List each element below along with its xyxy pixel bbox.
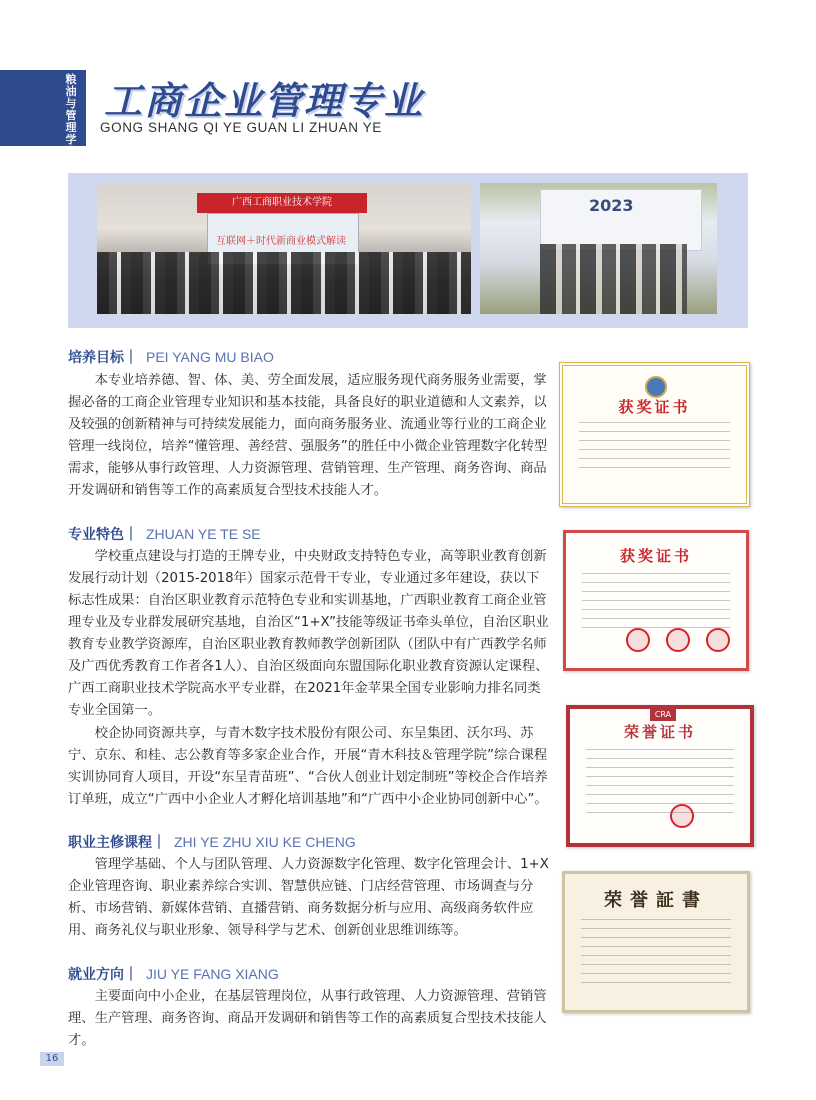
photo-banner: 广西工商职业技术学院 <box>197 193 367 213</box>
section-title-cn: 就业方向 <box>68 967 124 983</box>
section-paragraph: 管理学基础、个人与团队管理、人力资源数字化管理、数字化管理会计、1+X企业管理咨询、职业素养综合实训、智慧供应链、门店经营管理、市场调查与分析、市场营销、新媒体营销、直播营销、商务数据分析与应用、高级商务软件应用、商务礼仪与职业形象、领导科学与艺术、创新创业思维训练等。 <box>68 857 549 938</box>
award-certificate-1 <box>559 362 750 507</box>
seal-stamp-icon <box>670 804 694 828</box>
section-title-en: ZHUAN YE TE SE <box>146 526 261 542</box>
certificate-text-lines <box>581 919 731 989</box>
honor-certificate-1 <box>566 705 754 847</box>
photo-screen-text: 互联网＋时代新商业模式解读 <box>216 236 346 247</box>
certificate-text-lines <box>586 749 734 819</box>
section-title-en: ZHI YE ZHU XIU KE CHENG <box>174 834 356 850</box>
award-certificate-2 <box>563 530 749 671</box>
certificate-title: 荣誉証書 <box>604 890 708 911</box>
section-title-cn: 职业主修课程 <box>68 835 152 851</box>
section-heading-employment: 就业方向｜ JIU YE FANG XIANG <box>68 966 279 983</box>
section-title-en: JIU YE FANG XIANG <box>146 966 279 982</box>
certificate-title: 获奖证书 <box>618 398 691 416</box>
section-paragraph: 主要面向中小企业，在基层管理岗位，从事行政管理、人力资源管理、营销管理、生产管理、商务咨询、商品开发调研和销售等工作的高素质复合型技术技能人才。 <box>68 989 547 1048</box>
seal-stamp-icon <box>706 628 730 652</box>
certificate-title: 获奖证书 <box>619 547 692 565</box>
certificate-title: 荣誉证书 <box>623 723 696 741</box>
section-title-en: PEI YANG MU BIAO <box>146 349 274 365</box>
section-heading-courses: 职业主修课程｜ ZHI YE ZHU XIU KE CHENG <box>68 834 356 851</box>
section-title-cn: 专业特色 <box>68 527 124 543</box>
section-paragraph: 学校重点建设与打造的王牌专业，中央财政支持特色专业，高等职业教育创新发展行动计划（2015-2018年）国家示范骨干专业，专业通过多年建设，获以下标志性成果：自治区职业教育示范特色专业和实训基地，广西职业教育工商企业管理专业及专业群发展研究基地，自治区“1+X”技能等级证书牵头单位，自治区职业教育专业教学资源库，自治区职业教育教师教学创新团队（团队中有广西教学名师及广西优秀教育工作者各1人）、自治区级面向东盟国际化职业教育资源认定课程、广西工商职业技术学院高水平专业群，在2021年金苹果全国专业影响力排名同类专业全国第一。 <box>68 549 549 718</box>
photo-people <box>540 244 687 314</box>
honor-certificate-2 <box>562 871 750 1013</box>
emblem-icon <box>645 376 667 398</box>
section-title-cn: 培养目标 <box>68 350 124 366</box>
competition-photo <box>480 183 717 314</box>
photo-crowd <box>97 252 471 314</box>
college-name: 粮油与管理学院 <box>65 73 77 158</box>
section-paragraph: 本专业培养德、智、体、美、劳全面发展，适应服务现代商务服务业需要，掌握必备的工商企业管理专业知识和基本技能，具备良好的职业道德和人文素养，以及较强的创新精神与可持续发展能力，面向商务服务业、流通业等行业的工商企业管理一线岗位，培养“懂管理、善经营、强服务”的胜任中小微企业管理数字化转型需求，能够从事行政管理、人力资源管理、营销管理、生产管理、商务咨询、商品开发调研和销售等工作的高素质复合型技术技能人才。 <box>68 373 548 498</box>
page-title: 工商企业管理专业 <box>104 79 425 123</box>
seal-stamp-icon <box>666 628 690 652</box>
section-heading-training-goal: 培养目标｜ PEI YANG MU BIAO <box>68 349 274 366</box>
section-heading-specialty: 专业特色｜ ZHUAN YE TE SE <box>68 526 261 543</box>
section-paragraph: 校企协同资源共享，与青木数字技术股份有限公司、东呈集团、沃尔玛、苏宁、京东、和桂、志公教育等多家企业合作，开展“青木科技＆管理学院”综合课程实训协同育人项目，开设“东呈青苗班”、“合伙人创业计划定制班”等校企合作培养订单班，成立“广西中小企业人才孵化培训基地”和“广西中小企业协同创新中心”。 <box>68 726 548 807</box>
certificate-tag: CRA <box>650 709 676 721</box>
group-photo-lecture <box>97 183 471 314</box>
page-number: 16 <box>40 1052 64 1066</box>
backdrop-year: 2023 <box>589 196 634 215</box>
certificate-text-lines <box>582 573 730 633</box>
certificate-text-lines <box>579 422 730 472</box>
seal-stamp-icon <box>626 628 650 652</box>
page-subtitle: GONG SHANG QI YE GUAN LI ZHUAN YE <box>100 120 382 135</box>
competition-backdrop <box>540 189 702 251</box>
